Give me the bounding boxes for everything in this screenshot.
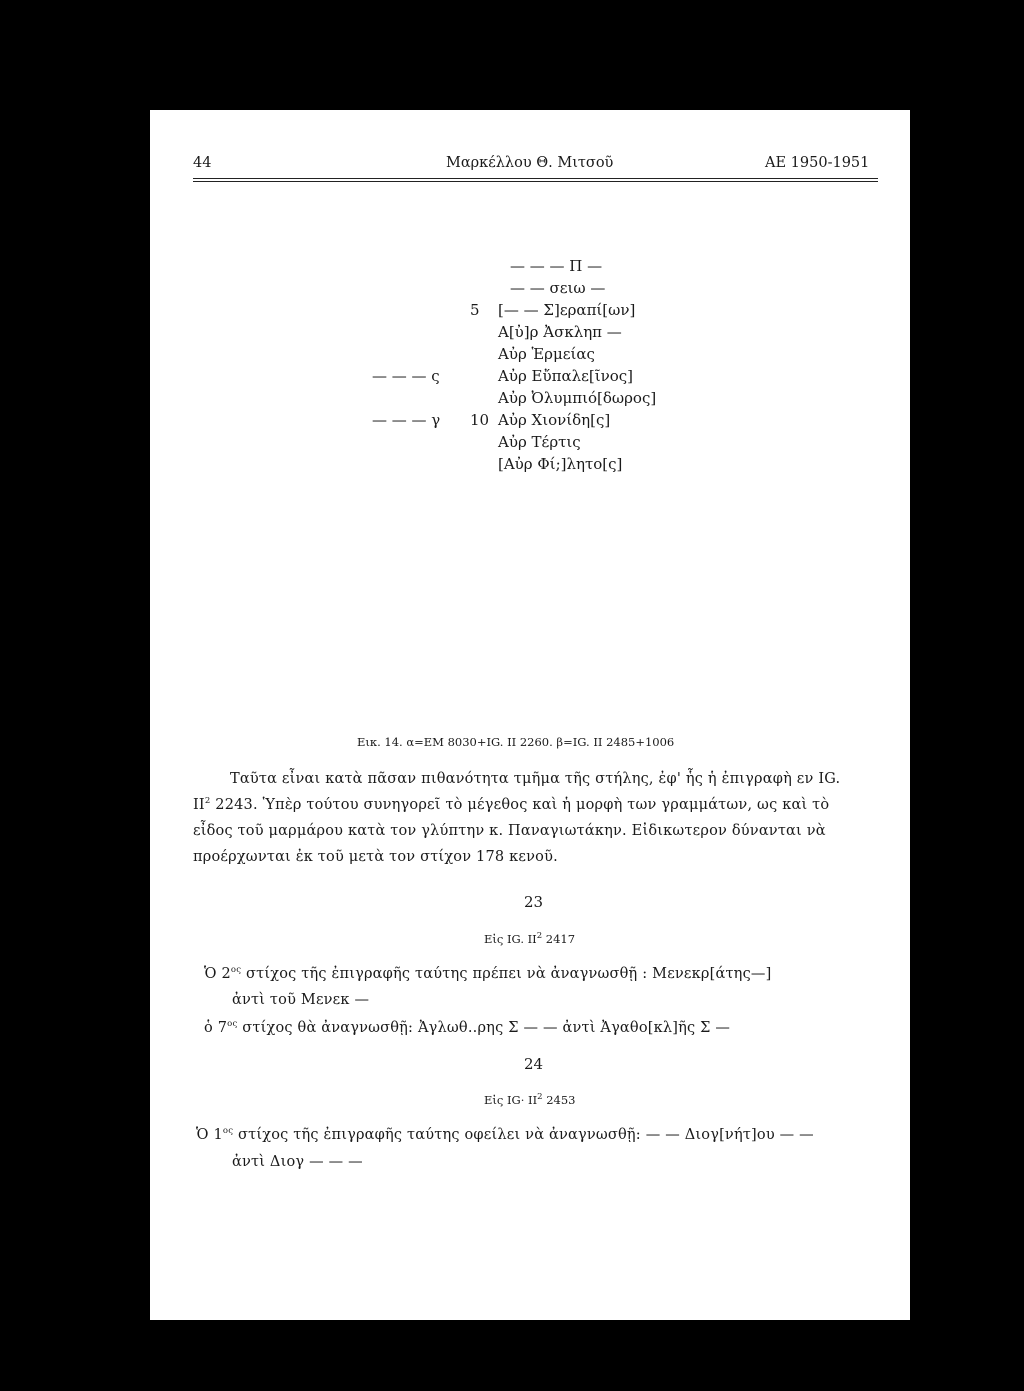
inscription-line-number: 5 [470, 301, 480, 319]
section-number: 24 [524, 1055, 544, 1073]
section-text-line: ὁ $7^{o\varsigma}$ στίχος θὰ ἀναγνωσθῇ: Ἀγλωθ..ρης Σ — — ἀντὶ Ἀγαθο[κλ]ῆς Σ — [204, 1019, 731, 1036]
inscription-line: Α[ὐ]ρ Ἀσκληπ — [498, 323, 622, 341]
inscription-line: Αὐρ Ἑρμείας [498, 345, 595, 363]
section-text-line: Ὁ $1^{o\varsigma}$ στίχος τῆς ἐπιγραφῆς ταύτης οφείλει νὰ ἀναγνωσθῇ: — — Διογ[νήτ]ου — — [196, 1126, 814, 1143]
section-text-line: ἀντὶ τοῦ Μενεκ — [232, 992, 370, 1008]
section-text-line: ἀντὶ Διογ — — — [232, 1154, 363, 1170]
figure-caption: Εικ. 14. α=ΕΜ 8030+IG. II 2260. β=IG. II 2485+1006 [357, 735, 675, 749]
section-reference: Εἰς $IG\cdot II^2$ 2453 [484, 1092, 576, 1107]
inscription-line: Αὐρ Ὀλυμπιό[δωρος] [498, 389, 657, 407]
paragraph-line: Ταῦτα εἶναι κατὰ πᾶσαν πιθανότητα τμῆμα τῆς στήλης, ἐφ' ἧς ἡ ἐπιγραφὴ εν IG. [230, 771, 841, 787]
inscription-line: Αὐρ Εὔπαλε[ῖνος] [498, 367, 634, 385]
journal-reference: ΑΕ 1950-1951 [765, 155, 870, 171]
inscription-line: [— — Σ]εραπί[ων] [498, 301, 636, 319]
inscription-line-number: 10 [470, 411, 490, 429]
header-rule-double [193, 181, 878, 182]
inscription-line: — — — Π — [510, 257, 603, 275]
paragraph-line: $II^2$ 2243. Ὑπὲρ τούτου συνηγορεῖ τὸ μέγεθος καὶ ἡ μορφὴ των γραμμάτων, ως καὶ τὸ [193, 796, 830, 813]
page-number: 44 [193, 155, 212, 171]
running-title: Μαρκέλλου Θ. Μιτσοῦ [446, 155, 614, 171]
section-text-line: Ὁ $2^{o\varsigma}$ στίχος τῆς ἐπιγραφῆς ταύτης πρέπει νὰ ἀναγνωσθῇ : Μενεκρ[άτης—] [204, 965, 772, 982]
inscription-margin-fragment: — — — ς [372, 367, 440, 385]
paragraph-line: εἶδος τοῦ μαρμάρου κατὰ τον γλύπτην κ. Παναγιωτάκην. Εἰδικωτερον δύνανται νὰ [193, 823, 826, 839]
inscription-margin-fragment: — — — γ [372, 411, 441, 429]
inscription-line: Αὐρ Χιονίδη[ς] [498, 411, 611, 429]
inscription-line: [Αὐρ Φί;]λητο[ς] [498, 455, 623, 473]
paragraph-line: προέρχωνται ἐκ τοῦ μετὰ τον στίχον 178 κενοῦ. [193, 849, 558, 865]
header-rule [193, 178, 878, 179]
section-reference: Εἰς IG. $II^2$ 2417 [484, 931, 576, 946]
inscription-line: — — σειω — [510, 279, 606, 297]
inscription-line: Αὐρ Τέρτις [498, 433, 581, 451]
section-number: 23 [524, 893, 544, 911]
